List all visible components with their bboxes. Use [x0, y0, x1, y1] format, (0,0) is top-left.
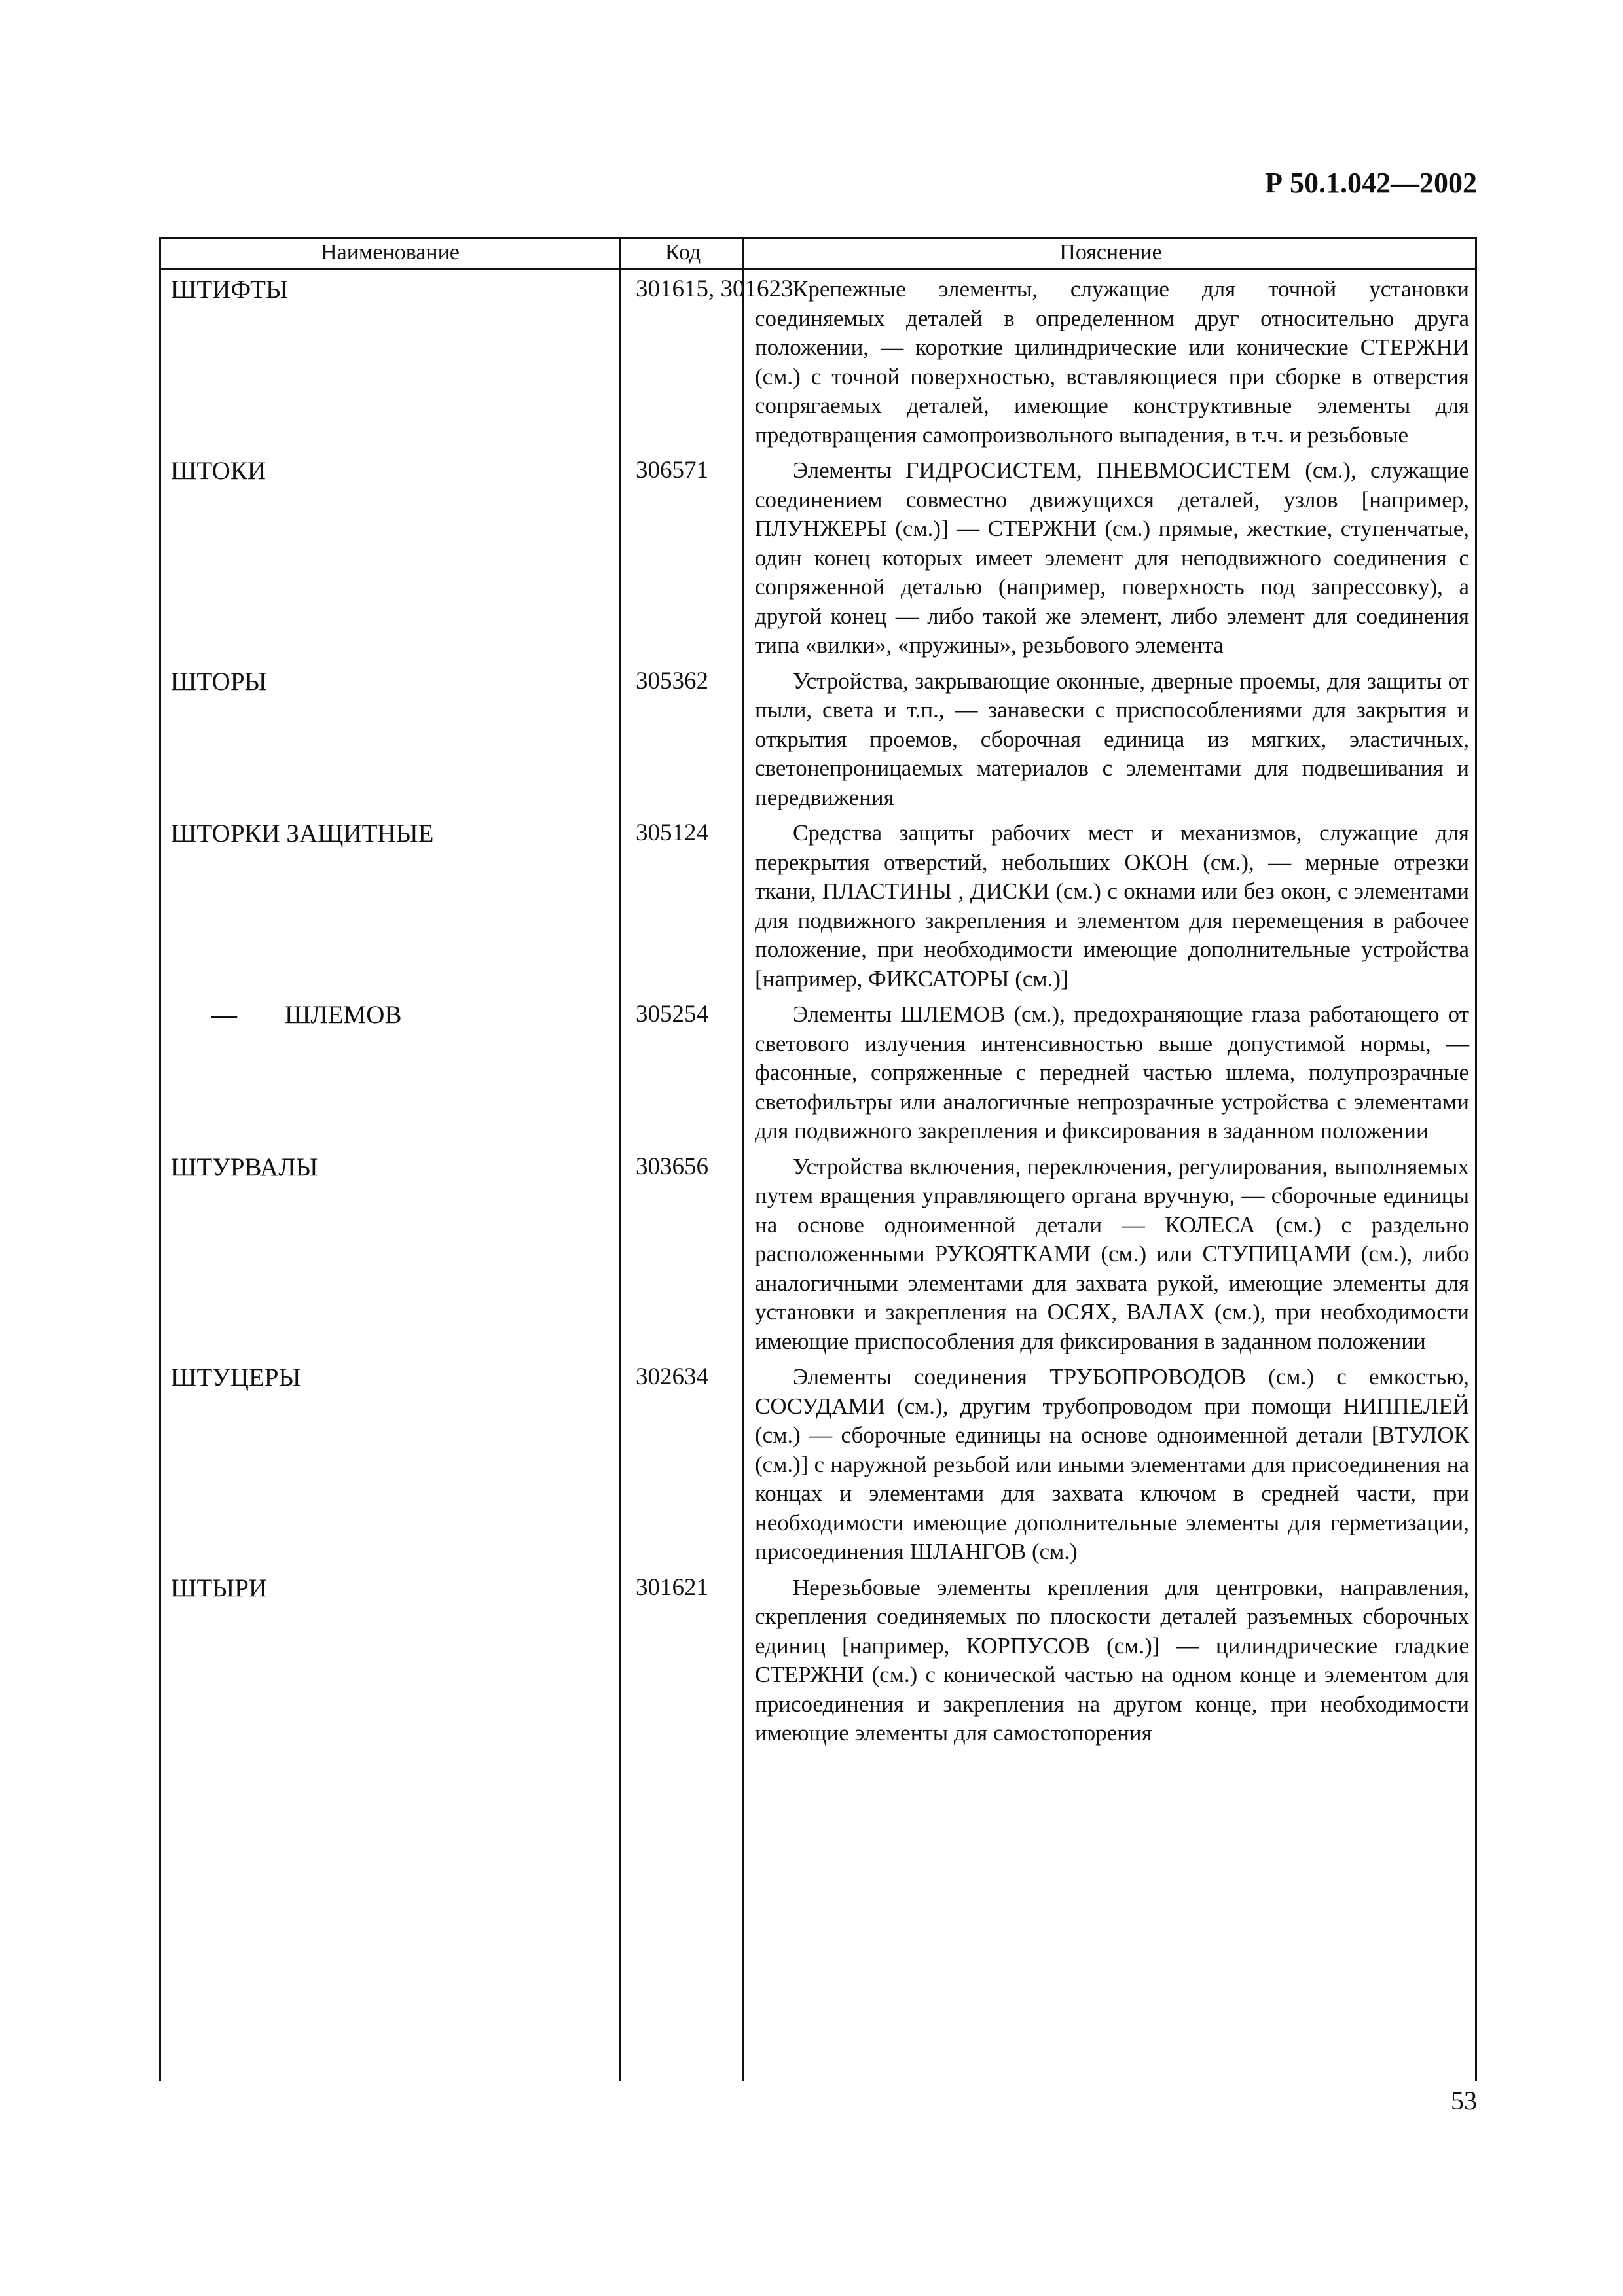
table-row — [159, 994, 1477, 1146]
term-explanation-cell — [744, 812, 1477, 994]
table-row — [159, 660, 1477, 813]
term-explanation: Нерезьбовые элементы крепления для центровки, направления, скрепления соединяемых по плоскости деталей разъемных сборочных единиц [например, КОРПУСОВ (см.)] — цилиндрические гладкие СТЕРЖНИ (см.) с конической частью на одном конце и элементом для присоединения и закрепления на другом конце, при необходимости имеющие элементы для самостопорения — [755, 1574, 1469, 1746]
term-explanation: Элементы соединения ТРУБОПРОВОДОВ (см.) с емкостью, СОСУДАМИ (см.), другим трубопроводом при помощи НИППЕЛЕЙ (см.) — сборочные единицы на основе одноименной детали [ВТУЛОК (см.)] с наружной резьбой или иными элементами для присоединения на концах и элементами для захвата ключом в средней части, при необходимости имеющие дополнительные элементы для герметизации, присоединения ШЛАНГОВ (см.) — [755, 1364, 1469, 1564]
term-explanation-cell — [744, 660, 1477, 813]
term-code: 301615, 301623 — [636, 276, 793, 302]
header-name: Наименование — [321, 240, 460, 264]
page-number: 53 — [1451, 2086, 1477, 2115]
term-explanation: Крепежные элементы, служащие для точной установки соединяемых деталей в определенном друг относительно друга положении, — короткие цилиндрические или конические СТЕРЖНИ (см.) с точной поверхностью, вставляющиеся при сборке в отверстия сопрягаемых деталей, имеющие конструктивные элементы для предотвращения самопроизвольного выпадения, в т.ч. и резьбовые — [755, 276, 1469, 448]
registry-table-frame — [159, 237, 1477, 2081]
table-row — [159, 1567, 1477, 1748]
term-name: ШТЫРИ — [171, 1573, 268, 1602]
term-name: ШТОКИ — [171, 457, 266, 485]
term-code: 302634 — [636, 1363, 708, 1390]
header-code: Код — [665, 240, 701, 264]
term-code: 306571 — [636, 457, 708, 484]
registry-table — [159, 237, 1477, 1748]
term-explanation: Средства защиты рабочих мест и механизмов, служащие для перекрытия отверстий, небольших ОКОН (см.), — мерные отрезки ткани, ПЛАСТИНЫ , ДИСКИ (см.) с окнами или без окон, с элементами для подвижного закрепления и элементом для перемещения в рабочее положение, при необходимости имеющие дополнительные устройства [например, ФИКСАТОРЫ (см.)] — [755, 820, 1469, 992]
term-code: 303656 — [636, 1153, 708, 1180]
table-row — [159, 812, 1477, 994]
term-name: ШТОРКИ ЗАЩИТНЫЕ — [171, 819, 434, 848]
header-row — [159, 237, 1477, 268]
term-explanation-cell — [744, 1146, 1477, 1357]
repeat-dash: — — [211, 1001, 237, 1029]
term-name-cell — [159, 994, 621, 1146]
term-explanation-cell — [744, 450, 1477, 660]
term-explanation: Устройства, закрывающие оконные, дверные проемы, для защиты от пыли, света и т.п., — занавески с приспособлениями для закрытия и открытия проемов, сборочная единица из мягких, эластичных, светонепроницаемых материалов с элементами для подвешивания и передвижения — [755, 668, 1469, 810]
term-explanation-cell — [744, 268, 1477, 450]
term-explanation: Элементы ШЛЕМОВ (см.), предохраняющие глаза работающего от светового излучения интенсивностью выше допустимой нормы, — фасонные, сопряженные с передней частью шлема, полупрозрачные светофильтры или аналогичные непрозрачные устройства с элементами для подвижного закрепления и фиксирования в заданном положении — [755, 1001, 1469, 1143]
term-code: 305254 — [636, 1001, 708, 1028]
term-name: ШТУЦЕРЫ — [171, 1363, 301, 1391]
term-explanation-cell — [744, 1356, 1477, 1567]
table-row — [159, 1146, 1477, 1357]
table-row — [159, 450, 1477, 660]
term-explanation: Устройства включения, переключения, регулирования, выполняемых путем вращения управляющего органа вручную, — сборочные единицы на основе одноименной детали — КОЛЕСА (см.) с раздельно расположенными РУКОЯТКАМИ (см.) или СТУПИЦАМИ (см.), либо аналогичными элементами для захвата рукой, имеющие элементы для установки и закрепления на ОСЯХ, ВАЛАХ (см.), при необходимости имеющие приспособления для фиксирования в заданном положении — [755, 1153, 1469, 1354]
term-code: 305362 — [636, 667, 708, 694]
document-code: Р 50.1.042—2002 — [1265, 167, 1477, 199]
term-code: 305124 — [636, 819, 708, 846]
header-explanation: Пояснение — [1059, 240, 1162, 264]
table-row — [159, 1356, 1477, 1567]
term-name: ШТИФТЫ — [171, 276, 289, 304]
term-name: ШЛЕМОВ — [285, 1001, 402, 1029]
term-explanation: Элементы ГИДРОСИСТЕМ, ПНЕВМОСИСТЕМ (см.), служащие соединением совместно движущихся деталей, узлов [например, ПЛУНЖЕРЫ (см.)] — СТЕРЖНИ (см.) прямые, жесткие, ступенчатые, один конец которых имеет элемент для неподвижного соединения с сопряженной деталью (например, поверхность под запрессовку), а другой конец — либо такой же элемент, либо элемент для соединения типа «вилки», «пружины», резьбового элемента — [755, 457, 1469, 658]
term-code: 301621 — [636, 1573, 708, 1601]
term-name: ШТУРВАЛЫ — [171, 1153, 318, 1181]
table-row — [159, 268, 1477, 450]
term-name: ШТОРЫ — [171, 667, 267, 696]
term-explanation-cell — [744, 1567, 1477, 1748]
term-explanation-cell — [744, 994, 1477, 1146]
